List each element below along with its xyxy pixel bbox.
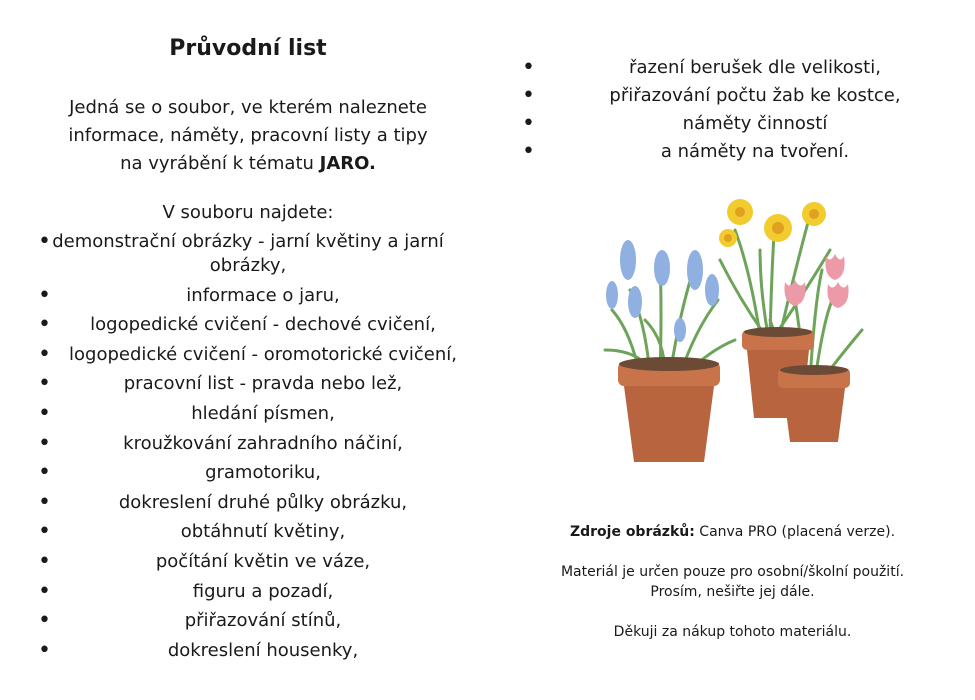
list-item: • přiřazování stínů, [38,609,478,633]
list-item: • náměty činností [520,112,960,136]
list-item: • informace o jaru, [38,284,478,308]
intro-text [38,94,458,178]
list-item: • logopedické cvičení - oromotorické cvičení, [38,343,478,367]
thanks-note: Děkuji za nákup tohoto materiálu. [613,624,852,640]
contents-heading: V souboru najdete: [162,202,334,223]
usage-note-2: Prosím, nešiřte jej dále. [650,584,815,600]
list-item: • řazení berušek dle velikosti, [520,56,960,80]
list-item: • a náměty na tvoření. [520,140,960,164]
contents-list-left [38,230,478,668]
list-item: • gramotoriku, [38,461,478,485]
intro-line: informace, náměty, pracovní listy a tipy [68,125,428,146]
topic-keyword: JARO. [319,153,376,174]
list-item: • pracovní list - pravda nebo lež, [38,372,478,396]
page-title: Průvodní list [169,36,327,61]
list-item: • logopedické cvičení - dechové cvičení, [38,313,478,337]
usage-note: Materiál je určen pouze pro osobní/školní použití. [560,564,905,580]
image-source-value: Canva PRO (placená verze). [694,524,896,540]
list-item: • hledání písmen, [38,402,478,426]
contents-list-right [520,56,960,168]
pot-right [778,365,850,442]
credits-block [520,522,945,642]
spring-flower-pots-icon [600,190,870,470]
image-source [520,522,945,542]
intro-line: Jedná se o soubor, ve kterém naleznete [69,97,427,118]
list-item: • dokreslení druhé půlky obrázku, [38,491,478,515]
list-item: • obtáhnutí květiny, [38,520,478,544]
list-item: • dokreslení housenky, [38,639,478,663]
intro-topic-prefix: na vyrábění k tématu [120,153,320,174]
list-item: • demonstrační obrázky - jarní květiny a jarní obrázky, [38,230,478,278]
list-item: • kroužkování zahradního náčiní, [38,432,478,456]
list-item: • figuru a pozadí, [38,580,478,604]
pot-left [618,357,720,462]
image-source-label: Zdroje obrázků: [569,524,695,540]
list-item: • přiřazování počtu žab ke kostce, [520,84,960,108]
list-item: • počítání květin ve váze, [38,550,478,574]
daffodil-flowers [719,199,826,247]
intro-line [38,150,458,178]
